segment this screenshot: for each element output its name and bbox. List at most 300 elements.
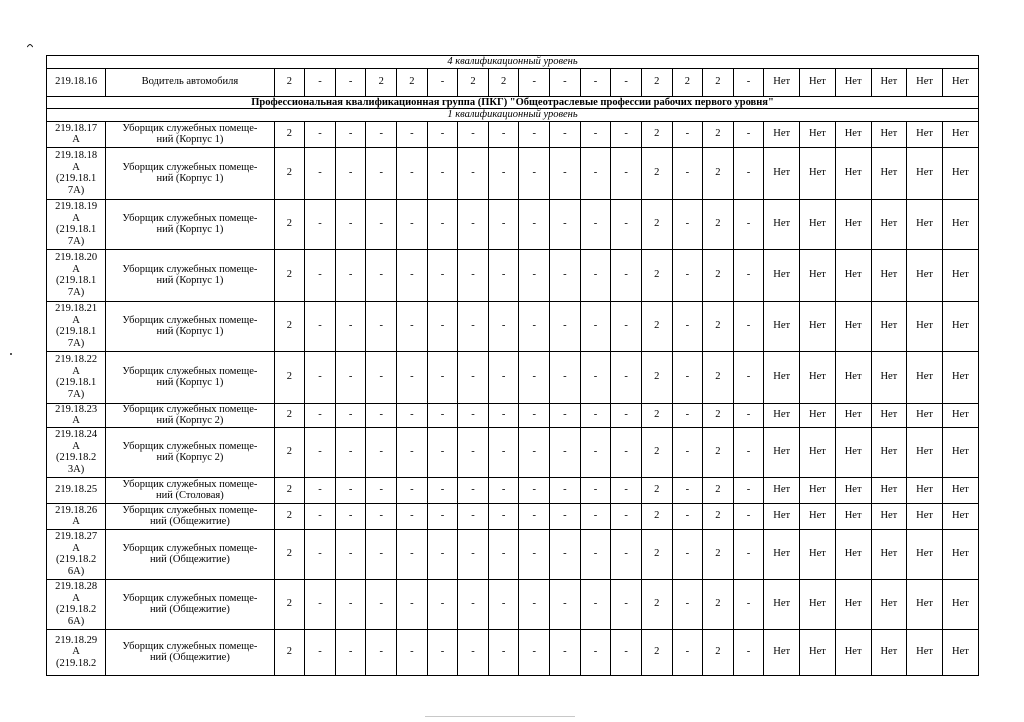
- table-cell: Нет: [942, 529, 978, 579]
- table-cell: 2: [703, 629, 734, 675]
- table-cell: -: [397, 477, 428, 503]
- table-cell: Нет: [835, 121, 871, 147]
- table-cell: -: [488, 351, 519, 403]
- table-cell: Нет: [764, 427, 800, 477]
- table-cell: -: [366, 351, 397, 403]
- table-cell: -: [397, 503, 428, 529]
- table-cell: Нет: [800, 427, 836, 477]
- position-name: [106, 629, 274, 675]
- table-cell: -: [335, 249, 366, 301]
- table-cell: 2: [274, 68, 305, 96]
- table-cell: 2: [274, 427, 305, 477]
- table-cell: -: [672, 301, 703, 351]
- table-cell: -: [550, 529, 581, 579]
- table-cell: 2: [641, 68, 672, 96]
- table-cell: 2: [703, 477, 734, 503]
- position-code-line: 6А): [67, 615, 85, 627]
- table-cell: -: [733, 351, 764, 403]
- table-cell: -: [580, 629, 611, 675]
- table-cell: Нет: [942, 477, 978, 503]
- table-cell: Нет: [871, 403, 907, 427]
- table-cell: Нет: [907, 579, 943, 629]
- table-cell: -: [733, 249, 764, 301]
- table-cell: Нет: [800, 503, 836, 529]
- table-cell: Нет: [907, 68, 943, 96]
- table-row: [47, 121, 979, 147]
- table-cell: 2: [274, 579, 305, 629]
- table-cell: -: [305, 503, 336, 529]
- table-cell: -: [366, 629, 397, 675]
- table-cell: -: [519, 477, 550, 503]
- position-name-line: Уборщик служебных помеще-: [122, 212, 258, 224]
- table-cell: -: [672, 147, 703, 199]
- table-cell: Нет: [871, 68, 907, 96]
- table-cell: -: [305, 301, 336, 351]
- position-code: [47, 351, 106, 403]
- table-cell: -: [550, 579, 581, 629]
- table-cell: 2: [703, 249, 734, 301]
- position-name: [106, 147, 274, 199]
- table-cell: Нет: [764, 68, 800, 96]
- position-code-line: 219.18.22: [55, 354, 98, 365]
- table-cell: Нет: [871, 121, 907, 147]
- table-cell: Нет: [800, 477, 836, 503]
- table-cell: 2: [397, 68, 428, 96]
- table-cell: 2: [274, 199, 305, 249]
- position-code-line: (219.18.1: [55, 224, 97, 235]
- table-cell: 2: [672, 68, 703, 96]
- table-cell: 2: [703, 68, 734, 96]
- table-cell: -: [458, 121, 489, 147]
- position-name-line: Уборщик служебных помеще-: [122, 640, 258, 652]
- table-cell: -: [335, 579, 366, 629]
- position-code-line: (219.18.2: [55, 604, 97, 615]
- table-cell: -: [488, 249, 519, 301]
- table-cell: Нет: [800, 249, 836, 301]
- table-cell: -: [458, 529, 489, 579]
- table-cell: 2: [641, 301, 672, 351]
- table-cell: -: [366, 147, 397, 199]
- table-cell: Нет: [942, 427, 978, 477]
- table-cell: -: [733, 629, 764, 675]
- position-code-line: 219.18.17: [55, 122, 98, 134]
- table-cell: -: [550, 629, 581, 675]
- table-cell: -: [611, 301, 642, 351]
- table-cell: 2: [703, 427, 734, 477]
- table-cell: Нет: [835, 68, 871, 96]
- table-row: [47, 199, 979, 249]
- position-code-line: 6А): [67, 565, 85, 577]
- table-cell: -: [397, 427, 428, 477]
- position-code-line: 219.18.26: [55, 504, 98, 516]
- position-code: [47, 503, 106, 529]
- table-cell: -: [366, 121, 397, 147]
- table-cell: -: [488, 529, 519, 579]
- table-cell: -: [488, 121, 519, 147]
- table-cell: 2: [274, 249, 305, 301]
- table-cell: -: [611, 403, 642, 427]
- table-cell: -: [305, 199, 336, 249]
- position-code: [47, 579, 106, 629]
- table-cell: -: [305, 427, 336, 477]
- position-name-line: ний (Корпус 2): [156, 415, 224, 426]
- table-cell: -: [305, 351, 336, 403]
- table-cell: -: [366, 301, 397, 351]
- table-cell: 2: [274, 403, 305, 427]
- position-code-line: 7А): [67, 235, 85, 247]
- table-cell: -: [580, 427, 611, 477]
- position-name-line: Уборщик служебных помеще-: [122, 504, 258, 516]
- table-cell: -: [611, 199, 642, 249]
- position-name-line: ний (Корпус 1): [156, 224, 224, 235]
- position-code-line: 219.18.21: [55, 303, 98, 314]
- table-cell: 2: [641, 121, 672, 147]
- table-cell: Нет: [907, 121, 943, 147]
- table-cell: -: [550, 147, 581, 199]
- position-name-line: ний (Корпус 1): [156, 377, 224, 388]
- table-cell: Нет: [764, 249, 800, 301]
- position-code: [47, 427, 106, 477]
- table-cell: -: [427, 249, 458, 301]
- table-cell: -: [733, 147, 764, 199]
- table-cell: Нет: [800, 199, 836, 249]
- table-cell: -: [519, 249, 550, 301]
- table-cell: Нет: [942, 503, 978, 529]
- position-code-line: А: [72, 365, 80, 377]
- table-cell: -: [580, 147, 611, 199]
- table-cell: 2: [641, 351, 672, 403]
- table-cell: Нет: [942, 199, 978, 249]
- table-cell: Нет: [835, 249, 871, 301]
- position-code-line: А: [72, 212, 80, 224]
- position-code-line: А: [72, 415, 80, 426]
- table-row: [47, 529, 979, 579]
- table-cell: Нет: [942, 249, 978, 301]
- position-code-line: 219.18.24: [55, 429, 98, 440]
- table-cell: -: [397, 121, 428, 147]
- table-cell: Нет: [942, 629, 978, 675]
- table-cell: -: [427, 68, 458, 96]
- table-cell: Нет: [800, 579, 836, 629]
- table-cell: -: [733, 199, 764, 249]
- table-cell: -: [733, 121, 764, 147]
- table-cell: Нет: [942, 147, 978, 199]
- table-cell: Нет: [764, 529, 800, 579]
- table-cell: -: [519, 629, 550, 675]
- table-cell: -: [580, 503, 611, 529]
- table-cell: Нет: [835, 477, 871, 503]
- position-code-line: 7А): [67, 337, 85, 349]
- table-cell: -: [488, 579, 519, 629]
- table-cell: -: [519, 529, 550, 579]
- table-cell: -: [458, 403, 489, 427]
- position-code: [47, 199, 106, 249]
- position-name-line: Уборщик служебных помеще-: [122, 314, 258, 326]
- table-cell: -: [427, 301, 458, 351]
- table-cell: 2: [641, 503, 672, 529]
- scan-artifact-dot: [10, 353, 12, 355]
- table-cell: Нет: [764, 351, 800, 403]
- table-cell: Нет: [871, 503, 907, 529]
- table-cell: Нет: [871, 579, 907, 629]
- table-cell: -: [458, 249, 489, 301]
- table-cell: -: [397, 579, 428, 629]
- table-cell: Нет: [907, 199, 943, 249]
- table-cell: -: [672, 529, 703, 579]
- table-cell: -: [580, 301, 611, 351]
- position-name-line: ний (Общежитие): [149, 652, 230, 663]
- table-cell: Нет: [800, 121, 836, 147]
- table-cell: -: [335, 529, 366, 579]
- table-cell: -: [458, 629, 489, 675]
- table-cell: -: [580, 351, 611, 403]
- table-cell: -: [519, 121, 550, 147]
- table-cell: -: [305, 147, 336, 199]
- table-cell: 2: [641, 629, 672, 675]
- table-row: [47, 629, 979, 675]
- position-code-line: А: [72, 263, 80, 275]
- position-code-line: А: [72, 646, 80, 658]
- position-name-line: ний (Корпус 1): [156, 326, 224, 337]
- table-row: [47, 579, 979, 629]
- table-cell: 2: [703, 579, 734, 629]
- table-cell: Нет: [942, 351, 978, 403]
- table-cell: Нет: [764, 121, 800, 147]
- table-cell: -: [305, 121, 336, 147]
- table-cell: Нет: [835, 403, 871, 427]
- table-cell: Нет: [835, 199, 871, 249]
- table-cell: Нет: [907, 629, 943, 675]
- table-cell: Нет: [800, 351, 836, 403]
- position-code: [47, 121, 106, 147]
- table-cell: 2: [703, 199, 734, 249]
- table-cell: Нет: [800, 68, 836, 96]
- table-cell: Нет: [764, 477, 800, 503]
- position-name: [106, 477, 274, 503]
- table-cell: -: [580, 121, 611, 147]
- table-cell: 2: [703, 503, 734, 529]
- table-cell: Нет: [942, 579, 978, 629]
- position-name-line: ний (Корпус 2): [156, 452, 224, 463]
- table-row: [47, 301, 979, 351]
- table-cell: Нет: [835, 147, 871, 199]
- table-cell: -: [335, 503, 366, 529]
- table-cell: Нет: [764, 629, 800, 675]
- table-cell: -: [305, 529, 336, 579]
- table-cell: -: [488, 503, 519, 529]
- table-cell: -: [733, 427, 764, 477]
- position-name-line: Водитель автомобиля: [141, 76, 239, 88]
- position-code-line: А: [72, 314, 80, 326]
- position-name-line: ний (Общежитие): [149, 604, 230, 615]
- table-cell: Нет: [835, 351, 871, 403]
- table-cell: -: [672, 579, 703, 629]
- position-code-line: (219.18.1: [55, 275, 97, 286]
- table-cell: -: [427, 121, 458, 147]
- table-cell: Нет: [764, 147, 800, 199]
- table-cell: Нет: [871, 249, 907, 301]
- table-cell: -: [611, 427, 642, 477]
- table-cell: Нет: [871, 199, 907, 249]
- table-cell: -: [519, 351, 550, 403]
- position-code-line: 219.18.27: [55, 531, 98, 542]
- table-cell: -: [519, 403, 550, 427]
- position-name: [106, 503, 274, 529]
- position-code-line: 219.18.23: [55, 403, 98, 415]
- position-code-line: 219.18.19: [55, 201, 98, 212]
- table-cell: Нет: [871, 477, 907, 503]
- position-name-line: Уборщик служебных помеще-: [122, 542, 258, 554]
- position-code: [47, 403, 106, 427]
- table-cell: -: [550, 351, 581, 403]
- position-name: [106, 579, 274, 629]
- table-row: [47, 403, 979, 427]
- qualification-level: 4 квалификационный уровень: [47, 56, 979, 69]
- table-cell: -: [397, 199, 428, 249]
- table-cell: Нет: [907, 147, 943, 199]
- table-cell: Нет: [800, 147, 836, 199]
- table-cell: -: [580, 477, 611, 503]
- position-code-line: 219.18.25: [55, 484, 98, 496]
- position-code: [47, 477, 106, 503]
- table-cell: -: [366, 427, 397, 477]
- table-cell: -: [458, 301, 489, 351]
- table-cell: -: [550, 403, 581, 427]
- table-cell: 2: [703, 147, 734, 199]
- footer-rule: [425, 716, 575, 717]
- table-cell: -: [580, 403, 611, 427]
- table-cell: -: [580, 68, 611, 96]
- table-cell: 2: [458, 68, 489, 96]
- table-cell: -: [733, 301, 764, 351]
- table-cell: -: [366, 403, 397, 427]
- position-code-line: А: [72, 440, 80, 452]
- table-cell: -: [580, 199, 611, 249]
- table-cell: -: [550, 427, 581, 477]
- position-code-line: 219.18.29: [55, 634, 98, 646]
- table-cell: 2: [274, 503, 305, 529]
- table-row: [47, 249, 979, 301]
- position-code: [47, 301, 106, 351]
- table-cell: -: [366, 503, 397, 529]
- table-cell: 2: [703, 403, 734, 427]
- table-cell: -: [488, 199, 519, 249]
- table-cell: -: [335, 427, 366, 477]
- table-cell: -: [397, 351, 428, 403]
- position-code-line: А: [72, 516, 80, 527]
- position-code-line: (219.18.2: [55, 554, 97, 565]
- position-code: [47, 249, 106, 301]
- table-cell: Нет: [835, 301, 871, 351]
- table-cell: Нет: [907, 503, 943, 529]
- table-cell: -: [397, 529, 428, 579]
- table-cell: -: [611, 147, 642, 199]
- table-cell: -: [672, 121, 703, 147]
- table-cell: Нет: [907, 351, 943, 403]
- table-cell: -: [519, 427, 550, 477]
- table-cell: Нет: [800, 629, 836, 675]
- table-cell: Нет: [907, 529, 943, 579]
- table-cell: -: [519, 199, 550, 249]
- table-cell: Нет: [907, 403, 943, 427]
- table-cell: Нет: [871, 301, 907, 351]
- position-name-line: ний (Столовая): [156, 490, 224, 501]
- table-cell: -: [305, 403, 336, 427]
- table-cell: -: [335, 199, 366, 249]
- table-cell: Нет: [764, 301, 800, 351]
- table-cell: -: [458, 427, 489, 477]
- table-cell: Нет: [871, 427, 907, 477]
- table-cell: -: [611, 529, 642, 579]
- table-cell: -: [733, 68, 764, 96]
- table-cell: 2: [274, 301, 305, 351]
- table-cell: -: [397, 629, 428, 675]
- table-cell: -: [672, 427, 703, 477]
- table-cell: -: [335, 477, 366, 503]
- table-cell: -: [488, 477, 519, 503]
- table-cell: -: [458, 351, 489, 403]
- table-cell: 2: [274, 147, 305, 199]
- table-cell: 2: [641, 477, 672, 503]
- position-code-line: (219.18.1: [55, 173, 97, 184]
- table-cell: Нет: [871, 529, 907, 579]
- position-code: [47, 629, 106, 675]
- table-cell: -: [672, 249, 703, 301]
- table-cell: Нет: [942, 301, 978, 351]
- table-cell: -: [611, 477, 642, 503]
- position-name-line: Уборщик служебных помеще-: [122, 263, 258, 275]
- table-cell: -: [427, 351, 458, 403]
- table-cell: -: [458, 579, 489, 629]
- table-cell: -: [672, 477, 703, 503]
- table-cell: Нет: [907, 249, 943, 301]
- position-name-line: ний (Общежитие): [149, 516, 230, 527]
- position-name: [106, 529, 274, 579]
- position-code-line: 219.18.18: [55, 150, 98, 161]
- position-name-line: Уборщик служебных помеще-: [122, 122, 258, 134]
- group-title-row: [47, 96, 979, 109]
- table-cell: -: [397, 249, 428, 301]
- table-cell: -: [427, 199, 458, 249]
- table-cell: Нет: [942, 403, 978, 427]
- table-cell: -: [458, 477, 489, 503]
- table-cell: -: [366, 477, 397, 503]
- scan-artifact-mark: [27, 44, 33, 48]
- table-cell: -: [305, 249, 336, 301]
- table-cell: Нет: [800, 403, 836, 427]
- table-cell: -: [458, 147, 489, 199]
- table-cell: 2: [488, 68, 519, 96]
- table-cell: 2: [641, 403, 672, 427]
- position-code-line: 7А): [67, 286, 85, 298]
- table-cell: -: [397, 147, 428, 199]
- table-cell: -: [580, 579, 611, 629]
- table-cell: 2: [274, 477, 305, 503]
- table-cell: -: [672, 629, 703, 675]
- table-cell: -: [550, 199, 581, 249]
- table-cell: -: [488, 629, 519, 675]
- table-cell: -: [733, 403, 764, 427]
- table-cell: -: [580, 529, 611, 579]
- table-cell: -: [550, 503, 581, 529]
- position-code: [47, 147, 106, 199]
- table-cell: -: [427, 503, 458, 529]
- table-row: [47, 68, 979, 96]
- position-name: [106, 403, 274, 427]
- table-cell: 2: [703, 301, 734, 351]
- table-cell: -: [672, 503, 703, 529]
- table-cell: 2: [274, 629, 305, 675]
